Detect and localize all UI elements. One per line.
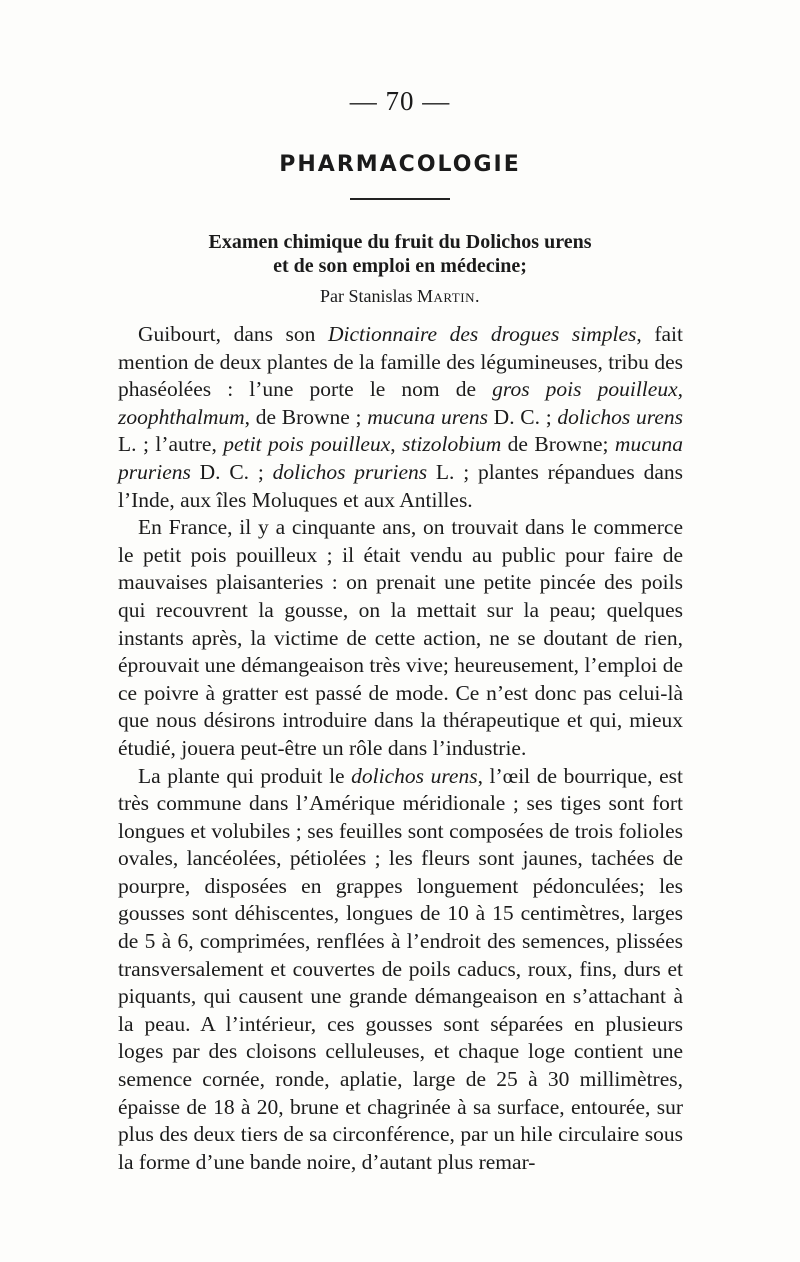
text-segment: de Browne; — [501, 432, 615, 457]
italic-term: dolichos urens — [557, 404, 683, 429]
text-segment: , de Browne ; — [244, 404, 368, 429]
text-segment: D. C. ; — [487, 404, 558, 429]
italic-term: stizolobium — [402, 432, 502, 457]
italic-term: petit pois pouilleux — [223, 432, 391, 457]
italic-term: dolichos urens — [351, 763, 478, 788]
text-segment: En France, il y a cinquante ans, on trouvait dans le commerce le petit pois pouilleux ; il était vendu au public pour faire de mauvaises plaisanteries : on prenait une petite pincée des poils qui recouvrent la gousse, on la mettait sur la peau; quelques instants après, la victime de cette action, ne se doutant de rien, éprouvait une démangeaison très vive; heureusement, l’emploi de ce poivre à gratter est passé de mode. Ce n’est donc pas celui-là que nous désirons introduire dans la thérapeutique et qui, mieux étudié, jouera peut-être un rôle dans l’industrie. — [118, 515, 683, 760]
body-paragraph — [118, 514, 683, 762]
italic-term: mucuna urens — [367, 404, 488, 429]
byline-author: Martin. — [417, 286, 480, 306]
article-body — [118, 321, 683, 1176]
text-segment: L. ; l’autre, — [118, 432, 224, 457]
text-segment: , l’œil de bourrique, est très commune dans l’Amérique méridionale ; ses tiges sont fort longues et volubiles ; ses feuilles sont composées de trois folioles ovales, lancéolées, pétiolées ; les fleurs sont jaunes, tachées de pourpre, disposées en grappes longuement pédonculées; les gousses sont déhiscentes, longues de 10 à 15 centimètres, larges de 5 à 6, comprimées, renflées à l’endroit des semences, plissées transversalement et couvertes de poils caducs, roux, fins, durs et piquants, qui causent une grande démangeaison en s’attachant à la peau. A l’intérieur, ces gousses sont séparées en plusieurs loges par des cloisons celluleuses, et chaque loge contient une semence cornée, ronde, aplatie, large de 25 à 30 millimètres, épaisse de 18 à 20, brune et chagrinée à sa surface, entourée, sur plus des deux tiers de sa circonférence, par un hile circulaire sous la forme d’une bande noire, d’autant plus remar- — [118, 763, 683, 1174]
text-segment: La plante qui produit le — [138, 763, 352, 788]
byline-prefix: Par Stanislas — [320, 286, 418, 306]
italic-term: dolichos pruriens — [272, 459, 428, 484]
title-divider — [350, 198, 450, 200]
article-title-line-1: Examen chimique du fruit du Dolichos urens — [208, 231, 592, 253]
text-segment: , — [390, 432, 403, 457]
italic-term: Dictionnaire des drogues simples — [327, 322, 637, 346]
article-title-line-2: et de son emploi en médecine; — [273, 255, 527, 277]
italic-term: gros pois pouilleux, zoophthalmum — [118, 377, 683, 429]
italic-term: mucuna pruriens — [118, 432, 683, 484]
text-segment: Guibourt, dans son — [138, 322, 328, 346]
section-title: PHARMACOLOGIE — [279, 152, 521, 177]
text-segment: D. C. ; — [190, 459, 273, 484]
body-paragraph — [118, 321, 683, 514]
article-title — [100, 230, 700, 278]
text-segment: , fait mention de deux plantes de la famille des légumineuses, tribu des phaséolées : l’une porte le nom de — [118, 322, 683, 402]
byline — [100, 286, 700, 307]
text-segment: L. ; plantes répandues dans l’Inde, aux îles Moluques et aux Antilles. — [118, 459, 683, 512]
body-paragraph — [118, 763, 683, 1177]
page-number: — 70 — — [349, 86, 451, 116]
